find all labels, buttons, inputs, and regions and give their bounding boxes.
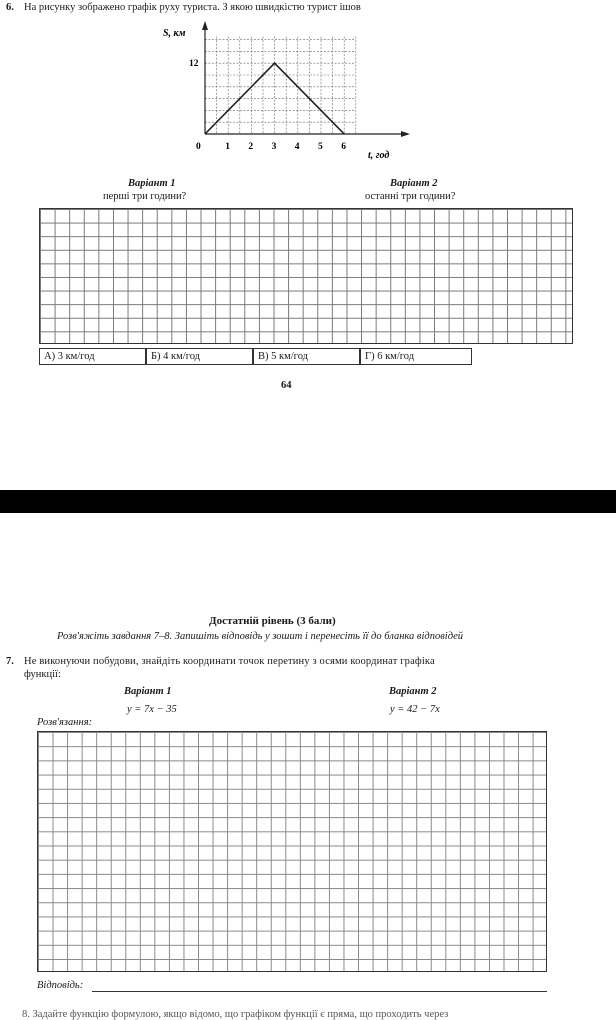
task8-cut-text: 8. Задайте функцію формулою, якщо відомо, що графіком функції є пряма, що проходить через xyxy=(22,1009,449,1020)
task6-variant2-title: Варіант 2 xyxy=(390,178,438,189)
task6-variant1-text: перші три години? xyxy=(103,191,187,202)
task7-text-line2: функції: xyxy=(24,669,61,680)
task7-variant2-formula: y = 42 − 7x xyxy=(390,704,440,715)
task6-variant2-text: останні три години? xyxy=(365,191,456,202)
task7-solution-grid xyxy=(37,731,547,972)
x-tick-label: 1 xyxy=(225,142,230,152)
x-axis-label: t, год xyxy=(368,150,390,161)
distance-time-chart xyxy=(163,18,415,166)
y-tick-label: 12 xyxy=(189,59,199,70)
x-tick-label: 0 xyxy=(196,142,201,152)
solution-label: Розв'язання: xyxy=(37,717,93,728)
option-d[interactable]: Г) 6 км/год xyxy=(360,348,472,365)
answer-label: Відповідь: xyxy=(37,980,84,991)
option-b[interactable]: Б) 4 км/год xyxy=(146,348,253,365)
task7-variant1-title: Варіант 1 xyxy=(124,686,172,697)
task7-variant2-title: Варіант 2 xyxy=(389,686,437,697)
option-c[interactable]: В) 5 км/год xyxy=(253,348,360,365)
task6-variant1-title: Варіант 1 xyxy=(128,178,176,189)
option-a[interactable]: А) 3 км/год xyxy=(39,348,146,365)
task7-text-line1: Не виконуючи побудови, знайдіть координати точок перетину з осями координат графіка xyxy=(24,656,435,667)
task6-text: На рисунку зображено графік руху туриста. З якою швидкістю турист ішов xyxy=(24,2,361,13)
x-tick-label: 5 xyxy=(318,142,323,152)
task6-number: 6. xyxy=(6,2,14,13)
x-tick-label: 3 xyxy=(271,142,277,152)
task7-variant1-formula: y = 7x − 35 xyxy=(127,704,177,715)
x-axis-arrow xyxy=(401,131,410,137)
task7-number: 7. xyxy=(6,656,14,667)
x-tick-label: 4 xyxy=(294,142,300,152)
page-number: 64 xyxy=(281,380,292,391)
y-axis-arrow xyxy=(202,21,208,30)
chart-axes xyxy=(202,21,410,137)
chart-grid xyxy=(205,37,356,134)
series-line xyxy=(205,63,344,134)
page-separator xyxy=(0,490,616,513)
task6-answer-grid xyxy=(39,208,573,344)
section-title: Достатній рівень (3 бали) xyxy=(209,615,336,627)
x-tick-label: 6 xyxy=(341,142,346,152)
section-instruction: Розв'яжіть завдання 7–8. Запишіть відповідь у зошит і перенесіть її до бланка відповідей xyxy=(57,631,464,642)
answer-line[interactable] xyxy=(92,991,547,992)
x-tick-label: 2 xyxy=(248,142,254,152)
chart-tick-labels xyxy=(189,59,346,152)
y-axis-label: S, км xyxy=(163,28,186,39)
